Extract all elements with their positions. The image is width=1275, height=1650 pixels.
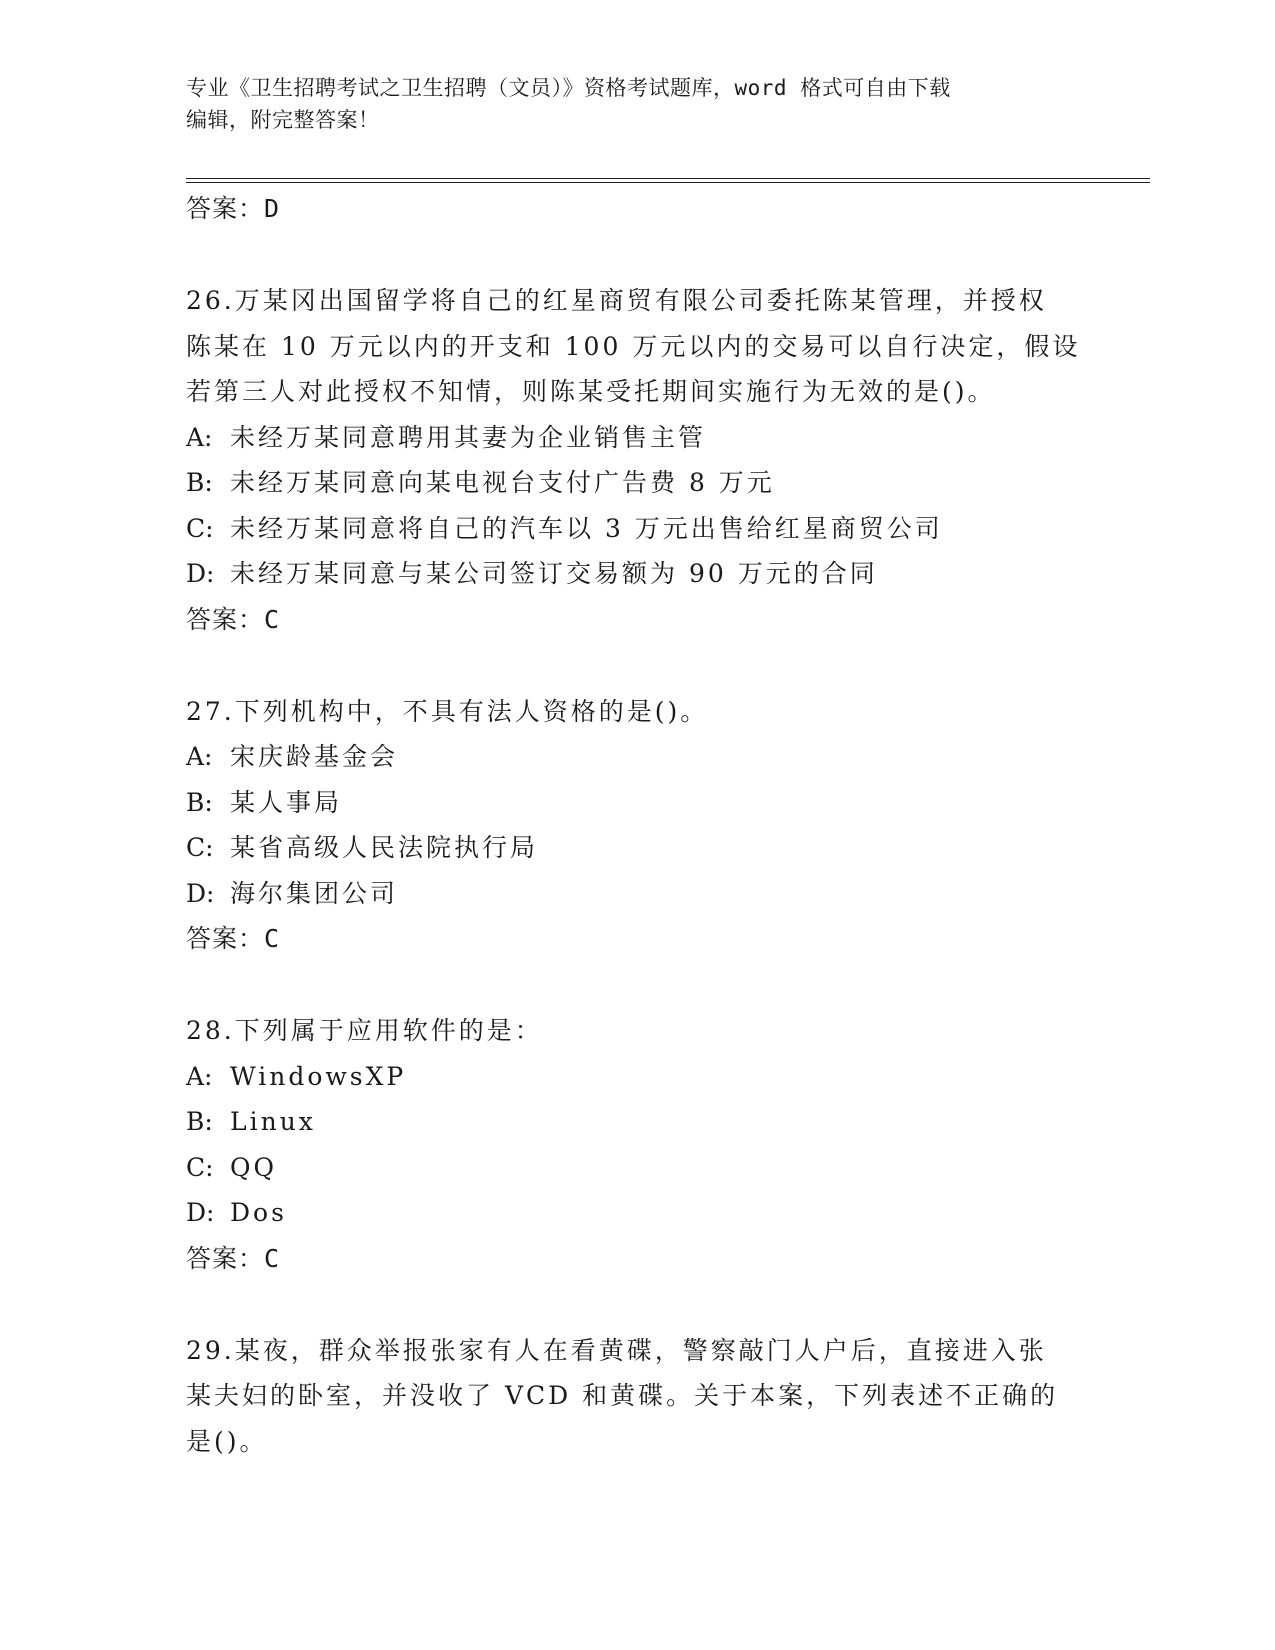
option-letter: C: (186, 1152, 214, 1182)
option-letter: B: (186, 468, 213, 497)
option-text: 某人事局 (230, 787, 343, 817)
answer-line (186, 1236, 1086, 1282)
option-text: QQ (230, 1152, 277, 1182)
answer-label: 答案： (186, 604, 265, 634)
option-d (186, 1190, 1086, 1236)
option-letter: D: (186, 878, 215, 908)
answer-line (186, 186, 1086, 232)
option-a (186, 1054, 1086, 1100)
header-line-1: 专业《卫生招聘考试之卫生招聘（文员）》资格考试题库，word 格式可自由下载 (186, 76, 951, 100)
option-letter: A: (186, 742, 213, 771)
document-body (186, 186, 1086, 1464)
option-d (186, 871, 1086, 917)
answer-line (186, 597, 1086, 643)
option-text: WindowsXP (230, 1061, 407, 1091)
answer-label: 答案： (186, 1243, 265, 1273)
option-letter: D: (186, 1198, 215, 1227)
option-letter: A: (186, 1061, 213, 1091)
answer-value: C (264, 604, 281, 634)
question-26 (186, 278, 1086, 643)
option-text: 未经万某同意与某公司签订交易额为 90 万元的合同 (230, 559, 878, 588)
option-text: 未经万某同意向某电视台支付广告费 8 万元 (230, 468, 775, 497)
option-letter: A: (186, 422, 213, 452)
answer-value: C (264, 1243, 281, 1273)
option-text: 未经万某同意聘用其妻为企业销售主管 (230, 422, 707, 452)
question-text-line: 28.下列属于应用软件的是： (186, 1016, 543, 1045)
option-text: 某省高级人民法院执行局 (230, 833, 539, 862)
header-line-2: 编辑，附完整答案！ (186, 108, 380, 132)
answer-line (186, 916, 1086, 962)
option-text: Dos (230, 1198, 287, 1227)
answer-label: 答案： (186, 194, 265, 223)
option-text: 未经万某同意将自己的汽车以 3 万元出售给红星商贸公司 (230, 513, 943, 543)
option-letter: B: (186, 787, 213, 817)
answer-label: 答案： (186, 924, 265, 953)
answer-value: D (264, 194, 281, 223)
option-c (186, 825, 1086, 871)
option-letter: C: (186, 833, 214, 862)
header-divider-bottom (186, 182, 1150, 183)
option-b (186, 780, 1086, 826)
option-letter: B: (186, 1107, 213, 1136)
option-letter: D: (186, 559, 215, 588)
question-text-line: 陈某在 10 万元以内的开支和 100 万元以内的交易可以自行决定，假设 (186, 331, 1081, 361)
option-text: 海尔集团公司 (230, 878, 399, 908)
question-text-line: 是()。 (186, 1426, 268, 1456)
answer-value: C (264, 924, 281, 953)
option-a (186, 415, 1086, 461)
question-27 (186, 689, 1086, 963)
question-29 (186, 1328, 1086, 1465)
question-text-line: 若第三人对此授权不知情，则陈某受托期间实施行为无效的是()。 (186, 377, 996, 406)
question-text-line: 某夫妇的卧室，并没收了 VCD 和黄碟。关于本案，下列表述不正确的 (186, 1381, 1059, 1410)
question-text-line: 26.万某冈出国留学将自己的红星商贸有限公司委托陈某管理，并授权 (186, 286, 1047, 315)
option-letter: C: (186, 513, 214, 543)
question-text-line: 27.下列机构中，不具有法人资格的是()。 (186, 696, 709, 726)
option-c (186, 1145, 1086, 1191)
option-text: Linux (230, 1107, 316, 1136)
option-d (186, 551, 1086, 597)
header-divider-top (186, 178, 1150, 179)
option-b (186, 1099, 1086, 1145)
option-b (186, 460, 1086, 506)
option-a (186, 734, 1086, 780)
question-text-line: 29.某夜，群众举报张家有人在看黄碟，警察敲门人户后，直接进入张 (186, 1335, 1047, 1365)
question-28 (186, 1008, 1086, 1282)
option-text: 宋庆龄基金会 (230, 742, 399, 771)
document-header (186, 72, 1066, 136)
option-c (186, 506, 1086, 552)
